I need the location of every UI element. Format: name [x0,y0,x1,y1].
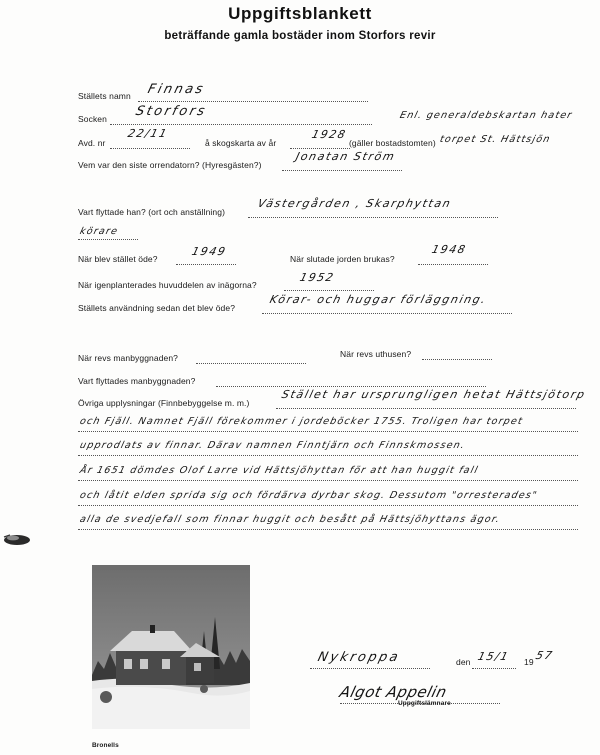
signature-date-value: 15/1 [476,650,511,663]
field-label-ode: När blev stället öde? [78,254,158,264]
photo-caption: Bronells [92,742,119,749]
field-label-arrendator: Vem var den siste orrendatorn? (Hyresgästen?) [78,160,262,170]
field-value-galler-line2: torpet St. Hättsjön [438,134,552,145]
field-value-galler-line1: Enl. generaldebskartan hater [398,110,574,121]
field-label-skogskarta: å skogskarta av år [205,138,277,148]
ink-smudge [2,532,32,546]
dotted-line [110,124,372,125]
dotted-line [138,101,368,102]
ovriga-line-4: År 1651 dömdes Olof Larre vid Hättsjöhyttan för att han huggit fall [78,465,480,476]
signature-date-label: den [456,657,471,667]
field-label-avd-nr: Avd. nr [78,138,106,148]
field-label-ovriga: Övriga upplysningar (Finnbebyggelse m. m.) [78,398,250,408]
signature-place: Nykroppa [316,650,402,665]
signature-role-label: Uppgiftslämnare [398,700,451,707]
ovriga-line-2: och Fjäll. Namnet Fjäll förekommer i jordeböcker 1755. Troligen har torpet [78,416,525,427]
dotted-line [78,455,578,456]
dotted-line [262,313,512,314]
dotted-line [78,480,578,481]
field-label-igenplanterades: När igenplanterades huvuddelen av inägorna? [78,280,257,290]
ovriga-line-6: alla de svedjefall som finnar huggit och besått på Hättsjöhyttans ägor. [78,514,502,525]
field-value-igenplanterades: 1952 [298,271,337,284]
signature-name: Algot Appelin [337,683,449,701]
dotted-line [78,239,138,240]
ovriga-line-1: Stället har ursprungligen hetat Hättsjötorp [280,388,588,401]
field-value-ode: 1949 [190,245,229,258]
field-value-arrendator: Jonatan Ström [294,150,397,163]
ovriga-line-5: och låtit elden sprida sig och fördärva dyrbar skog. Dessutom "orresterades" [78,490,539,501]
dotted-line [422,359,492,360]
signature-year-prefix: 19 [524,657,534,667]
field-value-socken: Storfors [134,104,209,119]
field-label-manbyggnaden-flyttades: Vart flyttades manbyggnaden? [78,376,196,386]
field-value-flyttade-line1: Västergården , Skarphyttan [256,197,453,210]
house-photograph [92,565,250,729]
dotted-line [282,170,402,171]
field-value-skogskarta: 1928 [310,128,349,141]
dotted-line [78,431,578,432]
field-value-jorden: 1948 [430,243,469,256]
dotted-line [248,217,498,218]
ovriga-line-3: upprodlats av finnar. Därav namnen Finntjärn och Finnskmossen. [78,440,467,451]
field-value-anvandning: Körar- och huggar förläggning. [268,293,489,306]
form-subtitle: beträffande gamla bostäder inom Storfors revir [164,30,436,42]
field-label-jorden: När slutade jorden brukas? [290,254,395,264]
field-label-anvandning: Ställets användning sedan det blev öde? [78,303,236,313]
field-value-avd-nr: 22/11 [126,127,170,140]
field-value-flyttade-line2: körare [78,226,120,237]
field-value-stallets-namn: Finnas [146,82,207,97]
dotted-line [472,668,516,669]
dotted-line [78,529,578,530]
signature-year-suffix: 57 [534,649,555,662]
field-label-uthusen: När revs uthusen? [340,349,412,359]
field-label-flyttade: Vart flyttade han? (ort och anställning) [78,207,226,217]
field-label-galler: (gäller bostadstomten) [349,138,436,148]
field-label-socken: Socken [78,114,107,124]
form-title: Uppgiftsblankett [228,4,372,23]
dotted-line [78,505,578,506]
dotted-line [284,290,374,291]
dotted-line [196,363,306,364]
dotted-line [216,386,486,387]
field-label-manbyggnaden: När revs manbyggnaden? [78,353,179,363]
dotted-line [310,668,430,669]
dotted-line [176,264,236,265]
dotted-line [418,264,488,265]
field-label-stallets-namn: Ställets namn [78,91,131,101]
dotted-line [110,148,190,149]
dotted-line [276,408,576,409]
dotted-line [290,148,350,149]
